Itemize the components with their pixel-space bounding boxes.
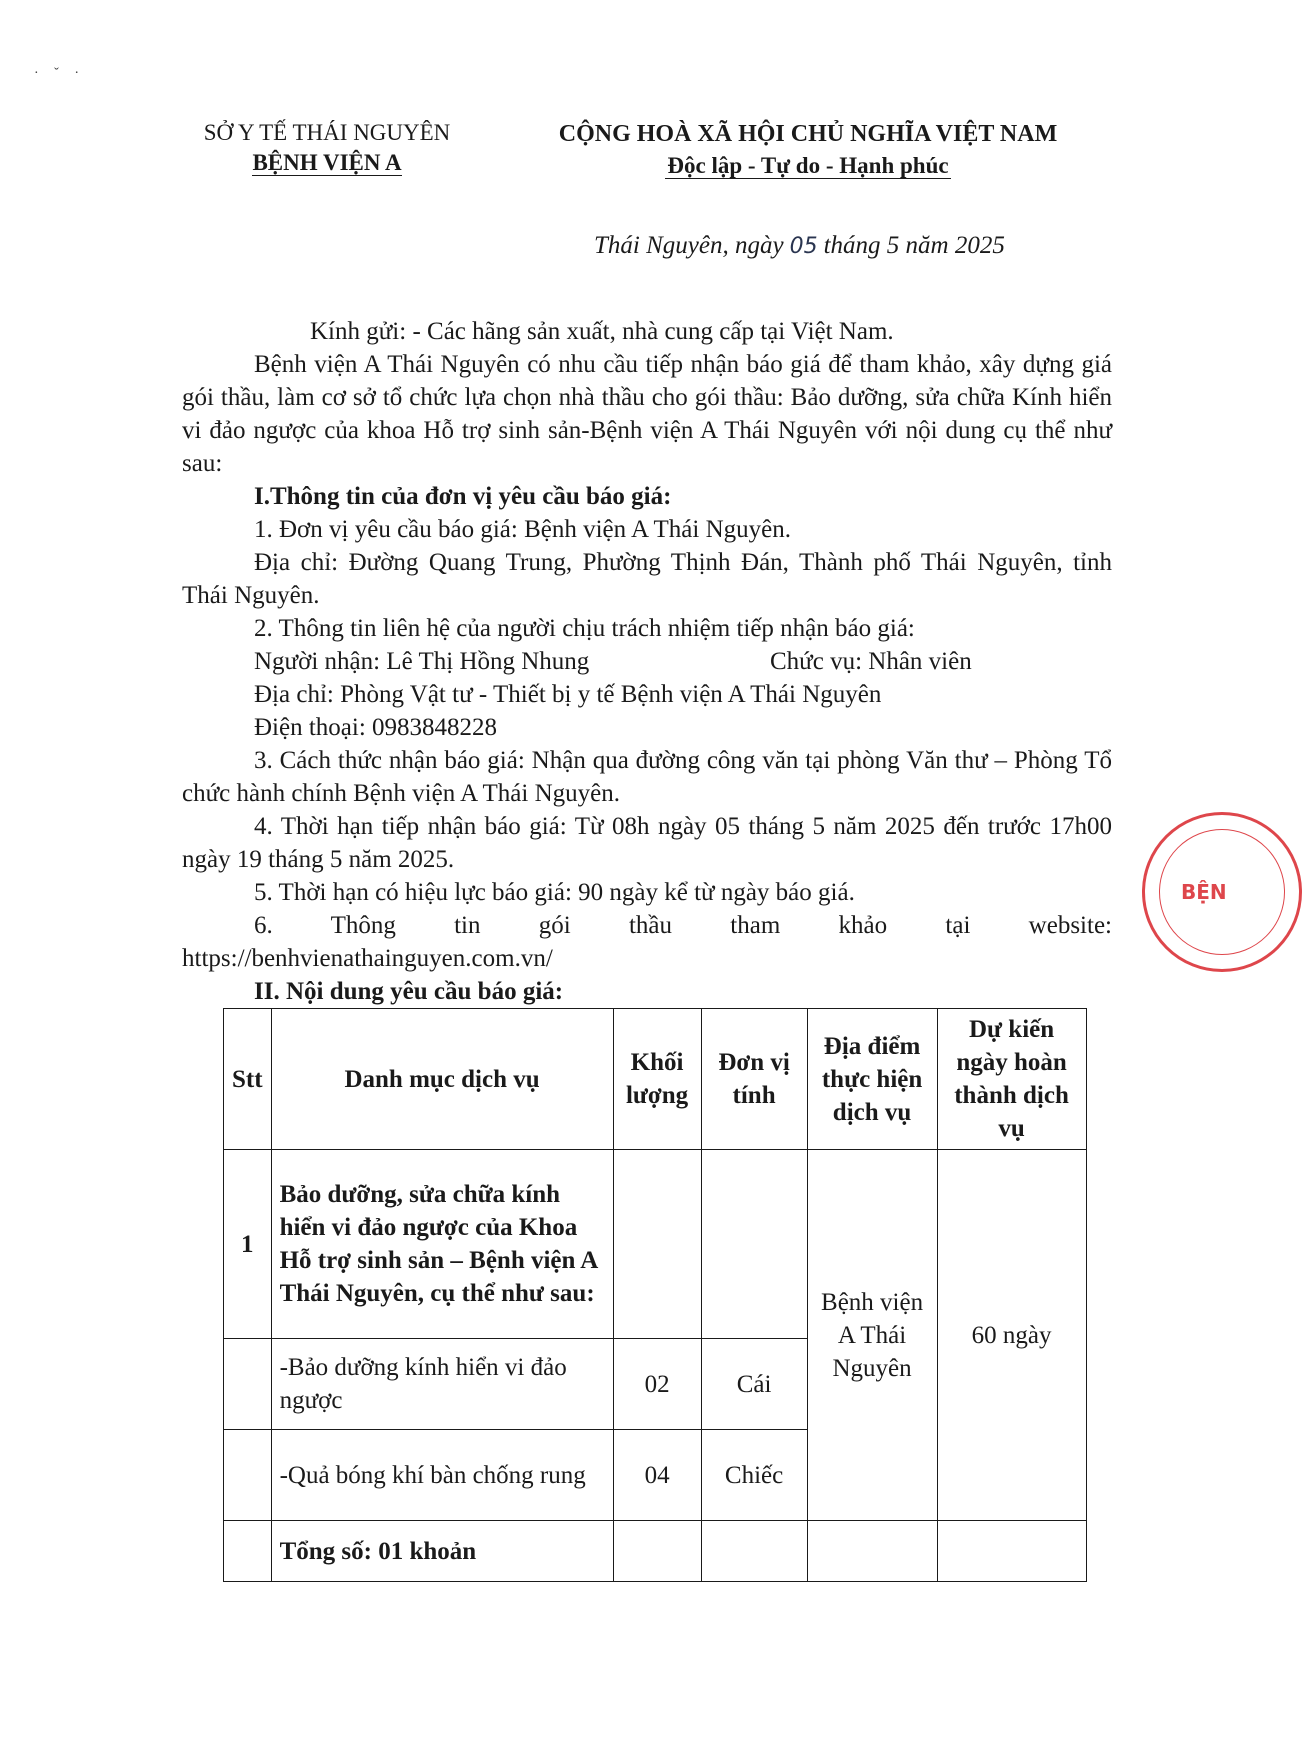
col-location: Địa điểm thực hiện dịch vụ (807, 1009, 937, 1150)
requester-address: Địa chỉ: Đường Quang Trung, Phường Thịnh Đán, Thành phố Thái Nguyên, tỉnh Thái Nguyên. (182, 549, 1112, 609)
row-service: Bảo dưỡng, sửa chữa kính hiển vi đảo ngược của Khoa Hỗ trợ sinh sản – Bệnh viện A Thái Nguyên, cụ thể như sau: (271, 1150, 613, 1339)
contact-address: Địa chỉ: Phòng Vật tư - Thiết bị y tế Bệnh viện A Thái Nguyên (254, 681, 882, 708)
sub-quantity: 02 (613, 1339, 701, 1430)
nation-title: CỘNG HOÀ XÃ HỘI CHỦ NGHĨA VIỆT NAM (558, 121, 1058, 147)
ministry-name: SỞ Y TẾ THÁI NGUYÊN (203, 120, 451, 145)
intro-paragraph: Bệnh viện A Thái Nguyên có nhu cầu tiếp nhận báo giá để tham khảo, xây dựng giá gói thầu, làm cơ sở tổ chức lựa chọn nhà thầu cho gói thầu: Bảo dưỡng, sửa chữa Kính hiển vi đảo ngược của khoa Hỗ trợ sinh sản-Bệnh viện A Thái Nguyên với nội dung cụ thể như sau: (182, 351, 1112, 477)
sub-unit: Cái (701, 1339, 807, 1430)
national-motto: Độc lập - Tự do - Hạnh phúc (667, 153, 949, 178)
date-line (594, 232, 1005, 260)
receipt-method: 3. Cách thức nhận báo giá: Nhận qua đường công văn tại phòng Văn thư – Phòng Tổ chức hành chính Bệnh viện A Thái Nguyên. (182, 747, 1112, 807)
total-location (807, 1521, 937, 1582)
sub-unit: Chiếc (701, 1430, 807, 1521)
issuer-block (182, 118, 472, 178)
receiver-position: Chức vụ: Nhân viên (770, 648, 972, 675)
receipt-period: 4. Thời hạn tiếp nhận báo giá: Từ 08h ngày 05 tháng 5 năm 2025 đến trước 17h00 ngày 19 tháng 5 năm 2025. (182, 813, 1112, 873)
contact-item: 2. Thông tin liên hệ của người chịu trách nhiệm tiếp nhận báo giá: (254, 615, 915, 642)
requester-item: 1. Đơn vị yêu cầu báo giá: Bệnh viện A Thái Nguyên. (254, 516, 791, 543)
hospital-name: BỆNH VIỆN A (252, 150, 402, 175)
row-unit (701, 1150, 807, 1339)
table-total-row (224, 1521, 1087, 1582)
national-header (548, 118, 1068, 182)
website-item: 6. Thông tin gói thầu tham khảo tại website: (254, 912, 1112, 939)
recipient-line: Kính gửi: - Các hãng sản xuất, nhà cung cấp tại Việt Nam. (310, 318, 894, 345)
total-unit (701, 1521, 807, 1582)
sub-service: -Quả bóng khí bàn chống rung (271, 1430, 613, 1521)
row-completion: 60 ngày (937, 1150, 1086, 1521)
total-stt (224, 1521, 272, 1582)
col-stt: Stt (224, 1009, 272, 1150)
website-url: https://benhvienathainguyen.com.vn/ (182, 945, 553, 972)
contact-phone: Điện thoại: 0983848228 (254, 714, 498, 741)
red-seal-stamp: BỆN (1142, 812, 1302, 972)
sub-quantity: 04 (613, 1430, 701, 1521)
table-header-row (224, 1009, 1087, 1150)
scan-marks: · ˇ · (34, 66, 85, 81)
col-service: Danh mục dịch vụ (271, 1009, 613, 1150)
receiver-row (182, 645, 1112, 678)
validity-period: 5. Thời hạn có hiệu lực báo giá: 90 ngày kể từ ngày báo giá. (254, 879, 855, 906)
row-quantity (613, 1150, 701, 1339)
row-stt: 1 (224, 1150, 272, 1339)
col-quantity: Khối lượng (613, 1009, 701, 1150)
table-row (224, 1150, 1087, 1339)
date-suffix: tháng 5 năm 2025 (823, 232, 1005, 259)
letter-body (182, 315, 1112, 1008)
total-label: Tổng số: 01 khoản (271, 1521, 613, 1582)
sub-service: -Bảo dưỡng kính hiển vi đảo ngược (271, 1339, 613, 1430)
section-2-heading: II. Nội dung yêu cầu báo giá: (254, 978, 564, 1005)
total-quantity (613, 1521, 701, 1582)
col-completion: Dự kiến ngày hoàn thành dịch vụ (937, 1009, 1086, 1150)
col-unit: Đơn vị tính (701, 1009, 807, 1150)
request-table (223, 1008, 1087, 1582)
section-1-heading: I.Thông tin của đơn vị yêu cầu báo giá: (254, 483, 672, 510)
sub-stt (224, 1430, 272, 1521)
handwritten-day: 05 (789, 234, 818, 259)
sub-stt (224, 1339, 272, 1430)
row-location: Bệnh viện A Thái Nguyên (807, 1150, 937, 1521)
receiver-name: Người nhận: Lê Thị Hồng Nhung (254, 648, 590, 675)
date-prefix: Thái Nguyên, ngày (594, 232, 784, 259)
total-completion (937, 1521, 1086, 1582)
